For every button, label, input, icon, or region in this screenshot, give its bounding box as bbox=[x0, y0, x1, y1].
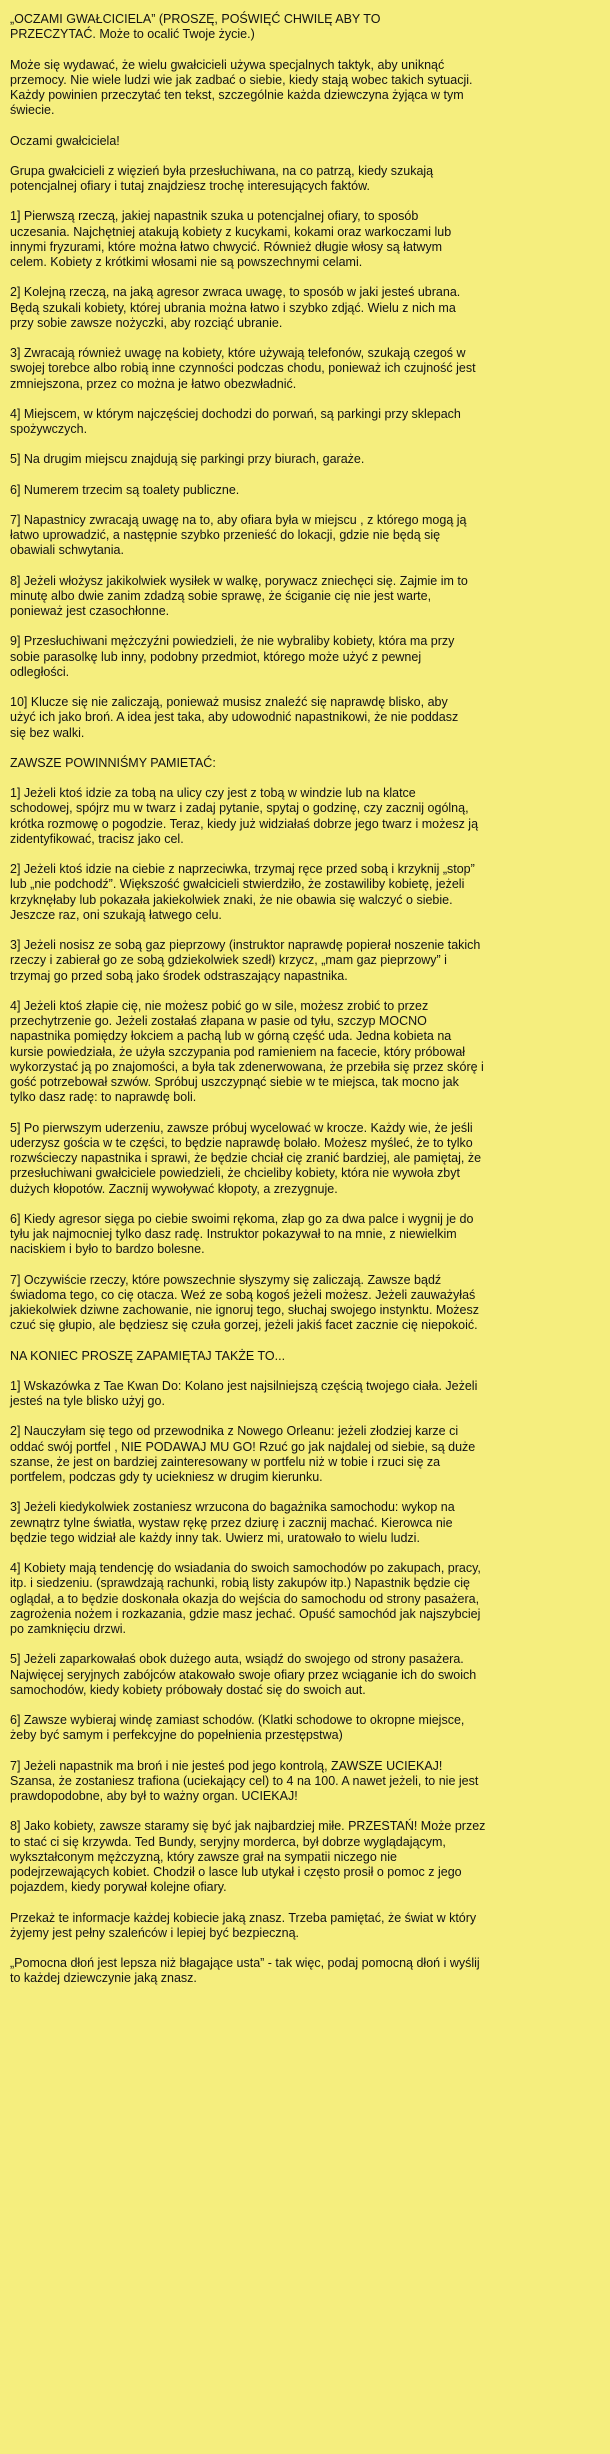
document-title: „OCZAMI GWAŁCICIELA” (PROSZĘ, POŚWIĘĆ CHWILĘ ABY TO PRZECZYTAĆ. Może to ocalić Twoje życie.) bbox=[10, 12, 381, 42]
final-tip-item: 7] Jeżeli napastnik ma broń i nie jesteś pod jego kontrolą, ZAWSZE UCIEKAJ! Szansa, że zostaniesz trafiona (uciekający cel) to 4 na 100. A nawet jeżeli, to nie jest prawdopodobne, aby był to ważny organ. UCIEKAJ! bbox=[10, 1758, 479, 1803]
fact-item: 2] Kolejną rzeczą, na jaką agresor zwraca uwagę, to sposób w jaki jesteś ubrana. Będą szukali kobiety, której ubrania można łatwo i szybko zdjąć. Wielu z nich ma przy sobie zawsze nożyczki, aby rozciąć ubranie. bbox=[10, 285, 461, 330]
final-tip-item: 6] Zawsze wybieraj windę zamiast schodów. (Klatki schodowe to okropne miejsce, żeby być samym i perfekcyjne do popełnienia przestępstwa) bbox=[10, 1713, 465, 1743]
fact-item: 8] Jeżeli włożysz jakikolwiek wysiłek w walkę, porywacz zniechęci się. Zajmie im to minutę albo dwie zanim zdadzą sobie sprawę, że ściganie cię nie jest warte, ponieważ jest czasochłonne. bbox=[10, 573, 468, 618]
remember-item: 4] Jeżeli ktoś złapie cię, nie możesz pobić go w sile, możesz zrobić to przez przechytrzenie go. Jeżeli zostałaś złapana w pasie od tyłu, szczyp MOCNO napastnika pomiędzy łokciem a pachą lub w górną część uda. Jedna kobieta na kursie powiedziała, że użyła szczypania pod ramieniem na facecie, który próbował wykorzystać ją po znajomości, a była tak zdenerwowana, że przebiła się przez skórę i gość potrzebował szwów. Spróbuj uszczypnąć siebie w te miejsca, tak mocno jak tylko dasz radę: to naprawdę boli. bbox=[10, 998, 484, 1105]
remember-item: 3] Jeżeli nosisz ze sobą gaz pieprzowy (instruktor naprawdę popierał noszenie takich rzeczy i zabierał go ze sobą gdziekolwiek szedł) krzycz, „mam gaz pieprzowy” i trzymaj go przed sobą jako środek odstraszający napastnika. bbox=[10, 938, 481, 983]
fact-item: 9] Przesłuchiwani mężczyźni powiedzieli, że nie wybraliby kobiety, która ma przy sobie parasolkę lub inny, podobny przedmiot, którego może użyć z pewnej odległości. bbox=[10, 634, 455, 679]
final-tip-item: 8] Jako kobiety, zawsze staramy się być jak najbardziej miłe. PRZESTAŃ! Może przez to stać ci się krzywda. Ted Bundy, seryjny morderca, był dobrze wyglądającym, wykształconym mężczyzną, który zawsze grał na sympatii niczego nie podejrzewających kobiet. Chodził o lasce lub utykał i często prosił o pomoc z jego pojazdem, kiedy porywał kolejne ofiary. bbox=[10, 1819, 486, 1895]
section-intro: Grupa gwałcicieli z więzień była przesłuchiwana, na co patrzą, kiedy szukają potencjalnej ofiary i tutaj znajdziesz trochę interesujących faktów. bbox=[10, 163, 434, 193]
section-heading-final: NA KONIEC PROSZĘ ZAPAMIĘTAJ TAKŻE TO... bbox=[10, 1348, 286, 1363]
closing-paragraph: Przekaż te informacje każdej kobiecie jaką znasz. Trzeba pamiętać, że świat w który żyjemy jest pełny szaleńców i lepiej być bezpieczną. bbox=[10, 1910, 477, 1940]
remember-item: 5] Po pierwszym uderzeniu, zawsze próbuj wycelować w krocze. Każdy wie, że jeśli uderzysz gościa w te części, to będzie naprawdę bolało. Możesz myśleć, że to tylko rozwścieczy napastnika i sprawi, że będzie chciał cię zranić bardziej, ale pamiętaj, że przesłuchiwani gwałciciele powiedzieli, że chcieliby kobiety, która nie wywoła zbyt dużych kłopotów. Zacznij wywoływać kłopoty, a zrezygnuje. bbox=[10, 1120, 482, 1196]
fact-item: 4] Miejscem, w którym najczęściej dochodzi do porwań, są parkingi przy sklepach spożywczych. bbox=[10, 406, 461, 436]
remember-item: 1] Jeżeli ktoś idzie za tobą na ulicy czy jest z tobą w windzie lub na klatce schodowej, spójrz mu w twarz i zadaj pytanie, spytaj o godzinę, czy zacznij ogólną, krótka rozmowę o pogodzie. Teraz, kiedy już widziałaś dobrze jego twarz i możesz ją zidentyfikować, tracisz jako cel. bbox=[10, 786, 479, 846]
intro-paragraph: Może się wydawać, że wielu gwałcicieli używa specjalnych taktyk, aby uniknąć przemocy. Nie wiele ludzi wie jak zadbać o siebie, kiedy stają wobec takich sytuacji. Każdy powinien przeczytać ten tekst, szczególnie każda dziewczyna żyjąca w tym świecie. bbox=[10, 57, 473, 118]
final-tip-item: 2] Nauczyłam się tego od przewodnika z Nowego Orleanu: jeżeli złodziej karze ci oddać swój portfel , NIE PODAWAJ MU GO! Rzuć go jak najdalej od siebie, są duże szanse, że jest on bardziej zainteresowany w portfelu niż w tobie i rzuci się za portfelem, podczas gdy ty uciekniesz w drugim kierunku. bbox=[10, 1424, 476, 1484]
remember-item: 7] Oczywiście rzeczy, które powszechnie słyszymy się zaliczają. Zawsze bądź świadoma tego, co cię otacza. Weź ze sobą kogoś jeżeli możesz. Jeżeli zauważyłaś jakiekolwiek dziwne zachowanie, nie ignoruj tego, słuchaj swojego instynktu. Możesz czuć się głupio, ale będziesz się czuła gorzej, jeżeli jakiś facet zacznie cię niepokoić. bbox=[10, 1272, 479, 1333]
closing-quote: „Pomocna dłoń jest lepsza niż błagające usta” - tak więc, podaj pomocną dłoń i wyślij to każdej dziewczynie jaką znasz. bbox=[10, 1956, 480, 1986]
section-heading-rapist-eyes: Oczami gwałciciela! bbox=[10, 133, 120, 148]
fact-item: 5] Na drugim miejscu znajdują się parkingi przy biurach, garaże. bbox=[10, 452, 365, 467]
final-tip-item: 3] Jeżeli kiedykolwiek zostaniesz wrzucona do bagażnika samochodu: wykop na zewnątrz tylne światła, wystaw rękę przez dziurę i zacznij machać. Kierowca nie będzie tego widział ale każdy inny tak. Uwierz mi, uratowało to wielu ludzi. bbox=[10, 1500, 455, 1545]
remember-item: 6] Kiedy agresor sięga po ciebie swoimi rękoma, złap go za dwa palce i wygnij je do tyłu jak najmocniej tylko dasz radę. Instruktor pokazywał to na mnie, z niewielkim naciskiem i było to bardzo bolesne. bbox=[10, 1211, 474, 1257]
fact-item: 6] Numerem trzecim są toalety publiczne. bbox=[10, 482, 240, 497]
fact-item: 3] Zwracają również uwagę na kobiety, które używają telefonów, szukają czegoś w swojej torebce albo robią inne czynności podczas chodu, ponieważ ich czujność jest zmniejszona, przez co można je łatwo obezwładnić. bbox=[10, 346, 476, 391]
final-tip-item: 5] Jeżeli zaparkowałaś obok dużego auta, wsiądź do swojego od strony pasażera. Najwięcej seryjnych zabójców atakowało swoje ofiary przez wciąganie ich do swoich samochodów, kiedy kobiety próbowały dostać się do swoich aut. bbox=[10, 1652, 477, 1697]
remember-item: 2] Jeżeli ktoś idzie na ciebie z naprzeciwka, trzymaj ręce przed sobą i krzyknij „stop” lub „nie podchodź”. Większość gwałcicieli stwierdziło, że zostawiliby kobietę, jeżeli krzyknęłaby lub pokazała jakiekolwiek znaki, że nie obawia się walczyć o siebie. Jeszcze raz, oni szukają łatwego celu. bbox=[10, 862, 475, 922]
final-tip-item: 4] Kobiety mają tendencję do wsiadania do swoich samochodów po zakupach, pracy, itp. i siedzeniu. (sprawdzają rachunki, robią listy zakupów itp.) Napastnik będzie cię oglądał, a to będzie doskonała okazja do wejścia do samochodu od strony pasażera, zagrożenia nożem i rozkazania, gdzie masz jechać. Opuść samochód jak najszybciej po zamknięciu drzwi. bbox=[10, 1561, 481, 1636]
section-heading-remember: ZAWSZE POWINNIŚMY PAMIETAĆ: bbox=[10, 755, 216, 770]
fact-item: 1] Pierwszą rzeczą, jakiej napastnik szuka u potencjalnej ofiary, to sposób uczesania. Najchętniej atakują kobiety z kucykami, kokami oraz warkoczami lub innymi fryzurami, które można łatwo chwycić. Również długie włosy są łatwym celem. Kobiety z krótkimi włosami nie są powszechnymi celami. bbox=[10, 209, 452, 269]
fact-item: 7] Napastnicy zwracają uwagę na to, aby ofiara była w miejscu , z którego mogą ją łatwo uprowadzić, a następnie szybko przenieść do lokacji, gdzie nie będą się obawiali schwytania. bbox=[10, 512, 467, 558]
final-tip-item: 1] Wskazówka z Tae Kwan Do: Kolano jest najsilniejszą częścią twojego ciała. Jeżeli jesteś na tyle blisko użyj go. bbox=[10, 1378, 478, 1408]
fact-item: 10] Klucze się nie zaliczają, ponieważ musisz znaleźć się naprawdę blisko, aby użyć ich jako broń. A idea jest taka, aby udowodnić napastnikowi, że nie poddasz się bez walki. bbox=[10, 695, 459, 740]
